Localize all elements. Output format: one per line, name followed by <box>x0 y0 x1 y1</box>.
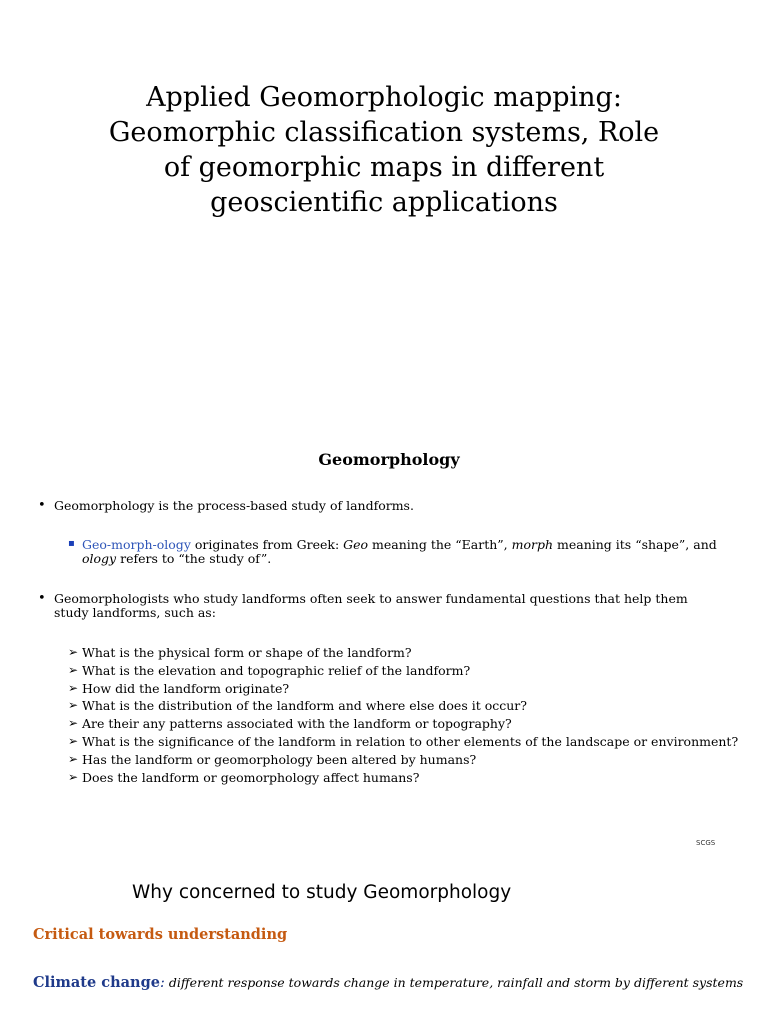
arrow-bullet-icon: ➢ <box>68 769 79 784</box>
italic-term: morph <box>511 537 554 552</box>
arrow-bullet-icon: ➢ <box>68 645 79 659</box>
sub-bullet-text <box>82 538 732 566</box>
title-line: of geomorphic maps in different <box>163 152 605 183</box>
italic-term: ology <box>82 551 117 566</box>
term-link[interactable]: Geo-morph-ology <box>82 537 191 552</box>
question-list <box>68 644 748 786</box>
title-line: Applied Geomorphologic mapping: <box>146 82 622 113</box>
text-run: originates from Greek: <box>190 537 344 552</box>
question-text: Has the landform or geomorphology been altered by humans? <box>82 751 477 767</box>
title-line: Geomorphic classification systems, Role <box>108 117 660 148</box>
question-item <box>68 697 748 715</box>
page-title <box>0 80 768 220</box>
climate-colon: : <box>159 975 165 991</box>
question-text: Does the landform or geomorphology affect humans? <box>82 769 420 785</box>
question-item <box>68 662 748 680</box>
title-line: geoscientific applications <box>210 187 558 218</box>
text-run: meaning its “shape”, and <box>553 537 717 552</box>
bullet-dot-icon: • <box>38 591 46 606</box>
question-item <box>68 680 748 698</box>
question-text: What is the elevation and topographic relief of the landform? <box>82 662 471 678</box>
text-run: meaning the “Earth”, <box>368 537 512 552</box>
arrow-bullet-icon: ➢ <box>68 662 79 677</box>
climate-description: different response towards change in temperature, rainfall and storm by different systems <box>164 975 744 990</box>
climate-change-label: Climate change <box>33 974 160 991</box>
section-heading: Geomorphology <box>318 450 460 469</box>
question-text: What is the significance of the landform in relation to other elements of the landscape or environment? <box>82 733 739 749</box>
question-item <box>68 733 748 751</box>
slide-footnote: SCGS <box>696 839 716 847</box>
question-text: What is the distribution of the landform and where else does it occur? <box>82 698 527 714</box>
bullet-dot-icon: • <box>38 498 46 513</box>
arrow-bullet-icon: ➢ <box>68 751 79 766</box>
question-item <box>68 769 748 787</box>
arrow-bullet-icon: ➢ <box>68 698 79 713</box>
bullet-text: Geomorphologists who study landforms often seek to answer fundamental questions that help them study landforms, such as: <box>54 591 688 620</box>
arrow-bullet-icon: ➢ <box>68 733 79 748</box>
question-text: How did the landform originate? <box>82 680 290 696</box>
bullet-text: Geomorphology is the process-based study of landforms. <box>54 498 414 513</box>
question-item <box>68 644 748 662</box>
text-run: refers to “the study of”. <box>116 551 272 566</box>
critical-heading: Critical towards understanding <box>33 926 288 943</box>
question-text: What is the physical form or shape of the landform? <box>82 645 412 660</box>
italic-term: Geo <box>343 537 369 552</box>
question-item <box>68 751 748 769</box>
square-bullet-icon: ▪ <box>68 538 75 549</box>
why-heading: Why concerned to study Geomorphology <box>132 882 512 903</box>
question-text: Are their any patterns associated with the landform or topography? <box>82 716 512 732</box>
arrow-bullet-icon: ➢ <box>68 680 79 695</box>
question-item <box>68 715 748 733</box>
arrow-bullet-icon: ➢ <box>68 716 79 731</box>
climate-change-line <box>33 973 743 993</box>
